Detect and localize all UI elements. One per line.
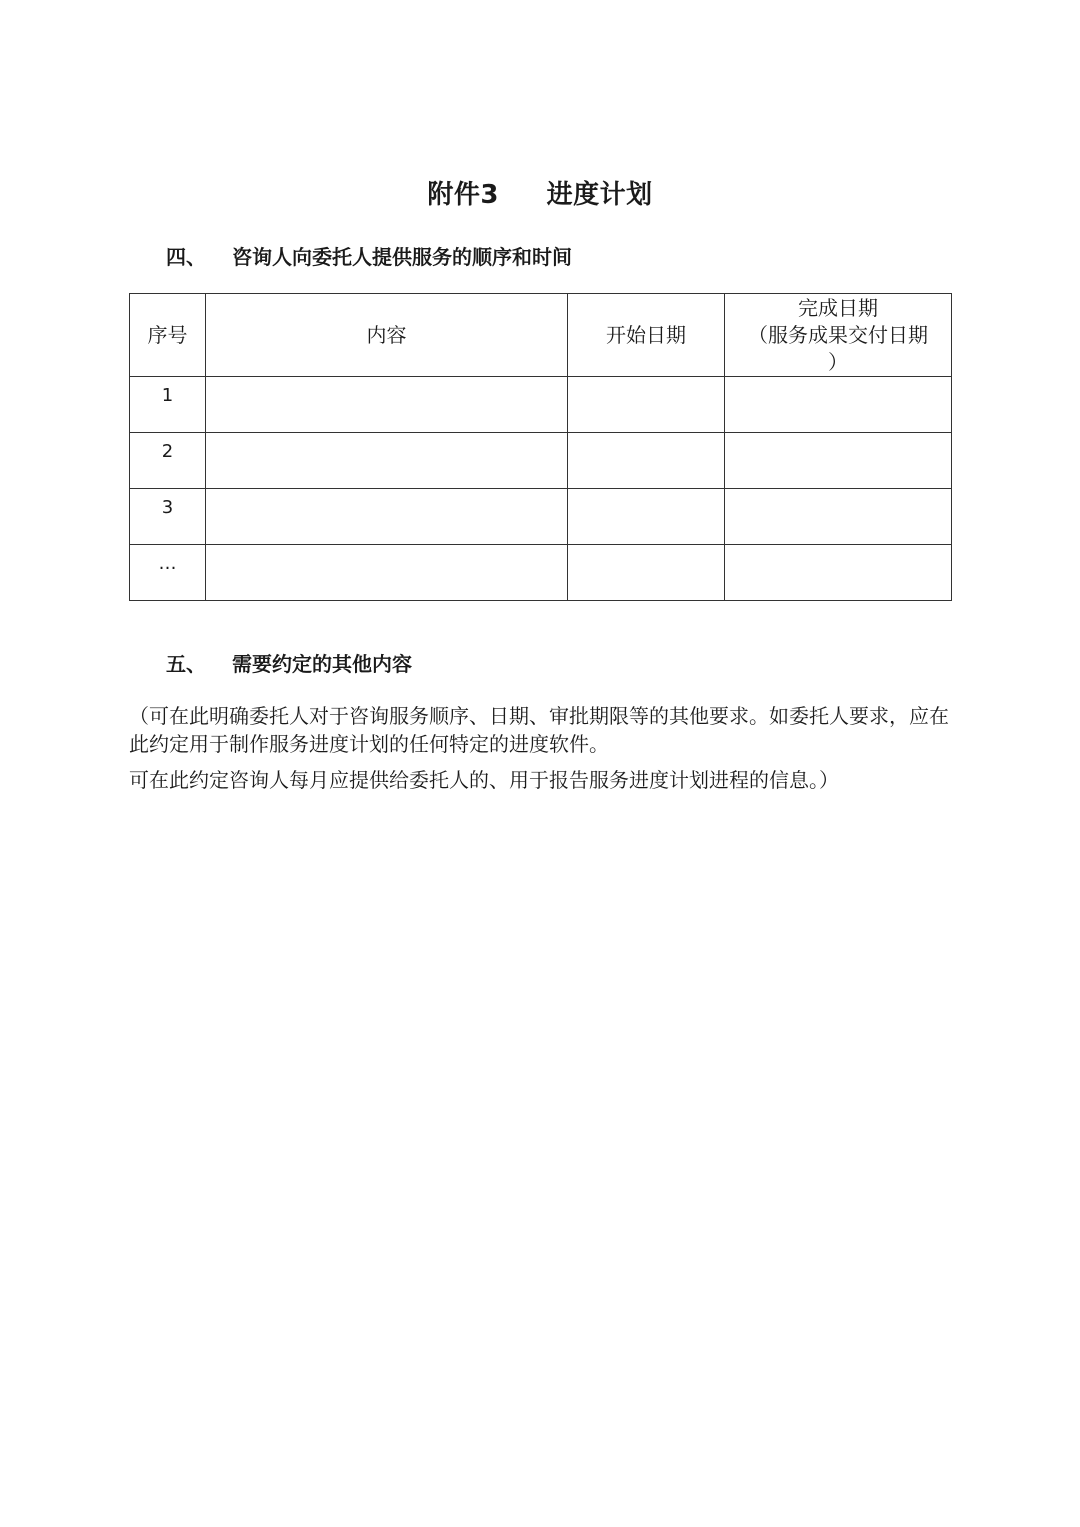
row-content (206, 489, 568, 545)
section-heading-5 (166, 648, 412, 677)
table-row (130, 433, 952, 489)
header-end-date-line1: 完成日期 (798, 295, 878, 320)
row-end-date (725, 433, 952, 489)
row-end-date (725, 377, 952, 433)
header-start-date: 开始日期 (568, 294, 725, 377)
table-header-row (130, 294, 952, 377)
section-number: 四、 (166, 245, 206, 269)
header-end-date-line2: （服务成果交付日期 (748, 322, 928, 347)
header-end-date (725, 294, 952, 377)
notes-paragraph-2: 可在此约定咨询人每月应提供给委托人的、用于报告服务进度计划进程的信息。） (129, 768, 839, 792)
row-start-date (568, 433, 725, 489)
header-seq: 序号 (130, 294, 206, 377)
table-row (130, 489, 952, 545)
header-end-date-line3: ） (828, 349, 848, 374)
table-row (130, 545, 952, 601)
row-seq: … (130, 545, 206, 601)
row-content (206, 545, 568, 601)
section-title: 需要约定的其他内容 (232, 652, 412, 676)
row-start-date (568, 489, 725, 545)
row-seq: 2 (130, 433, 206, 489)
row-start-date (568, 545, 725, 601)
page-title: 附件3 进度计划 (427, 180, 653, 210)
schedule-table (129, 293, 952, 601)
section-number: 五、 (166, 652, 206, 676)
row-end-date (725, 489, 952, 545)
row-start-date (568, 377, 725, 433)
row-content (206, 377, 568, 433)
section-heading-4 (166, 241, 572, 270)
row-seq: 3 (130, 489, 206, 545)
row-content (206, 433, 568, 489)
row-end-date (725, 545, 952, 601)
row-seq: 1 (130, 377, 206, 433)
section-title: 咨询人向委托人提供服务的顺序和时间 (232, 245, 572, 269)
table-row (130, 377, 952, 433)
notes-paragraph-1: （可在此明确委托人对于咨询服务顺序、日期、审批期限等的其他要求。如委托人要求，应在此约定用于制作服务进度计划的任何特定的进度软件。 (129, 704, 949, 756)
header-content: 内容 (206, 294, 568, 377)
